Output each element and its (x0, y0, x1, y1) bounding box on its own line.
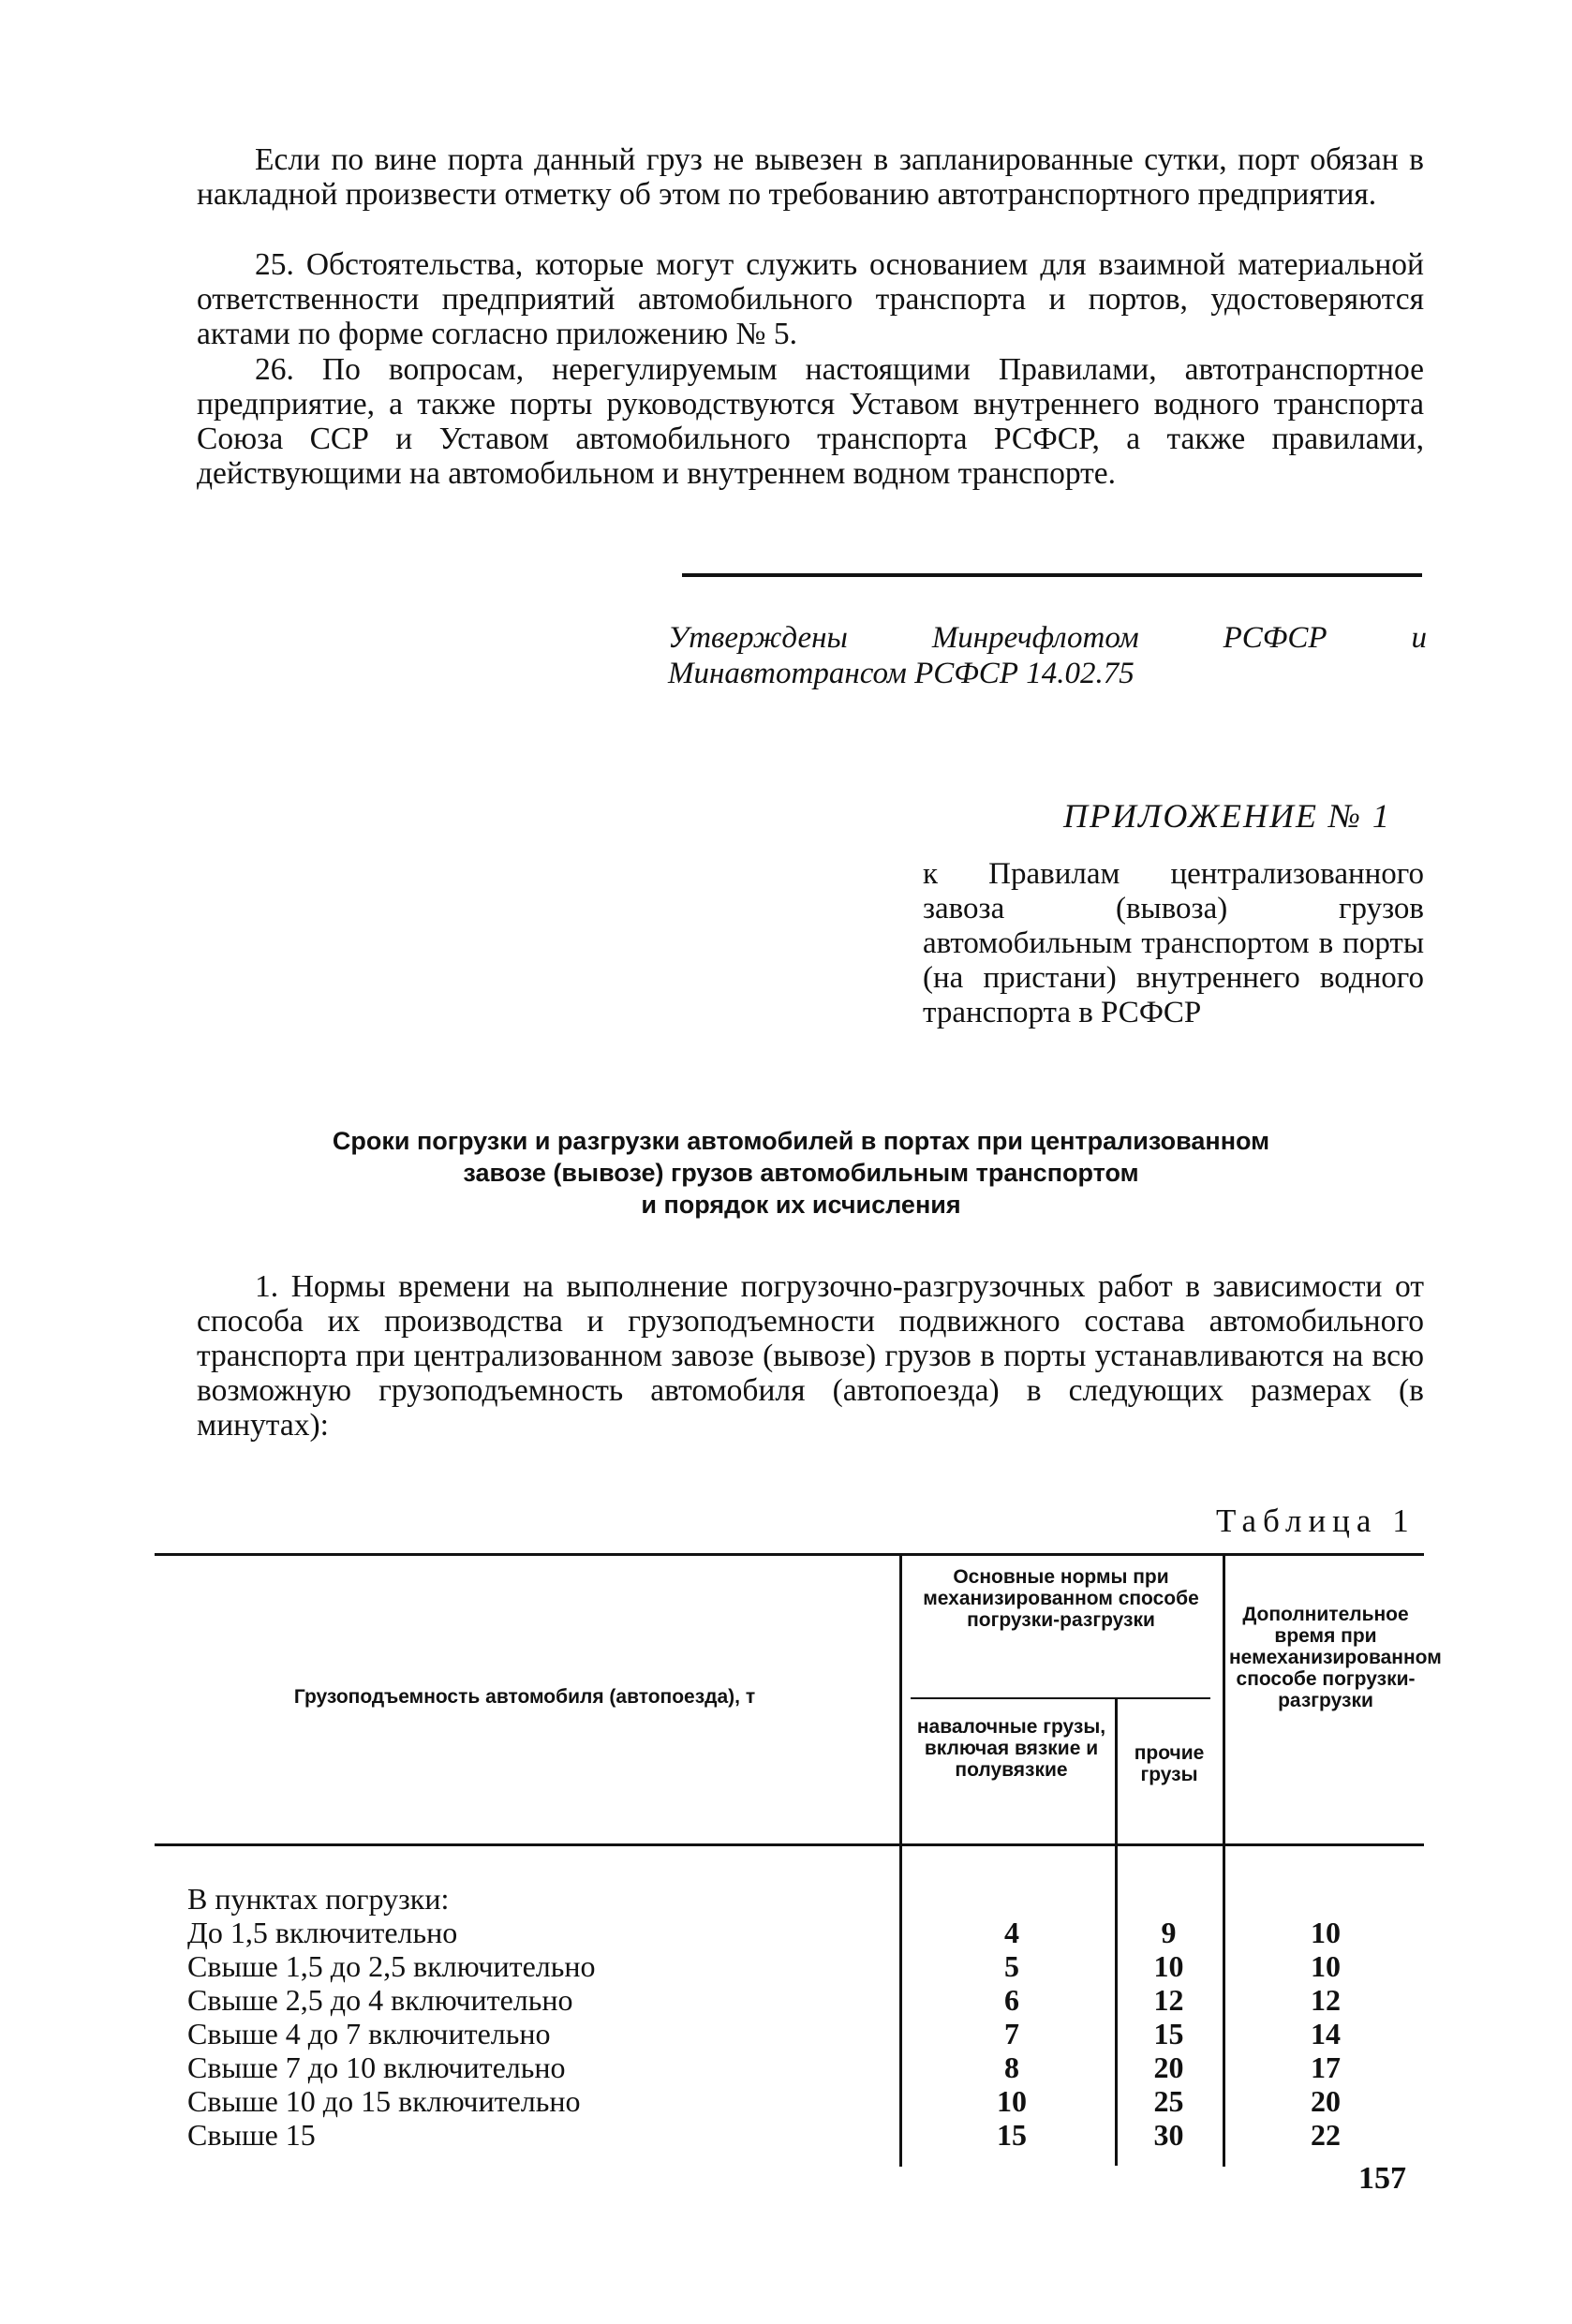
cell-bulk: 6 (1004, 1983, 1019, 2017)
table-vline (899, 1553, 902, 2167)
cell-other: 20 (1153, 2050, 1184, 2084)
section-heading (187, 1125, 1415, 1221)
table-top-rule (155, 1553, 1424, 1556)
row-label: До 1,5 включительно (187, 1916, 458, 1949)
cell-bulk: 10 (997, 2084, 1027, 2118)
table-vline (1115, 1697, 1118, 2166)
header-capacity: Грузоподъемность автомобиля (автопоезда), т (293, 1686, 756, 1708)
table-vline (1223, 1553, 1225, 2167)
header-mechanized: Основные нормы при механизированном способе погрузки-разгрузки (923, 1566, 1199, 1631)
section-divider (682, 573, 1422, 577)
intro-paragraph: Если по вине порта данный груз не вывезен в запланированные сутки, порт обязан в накладной произвести отметку об этом по требованию автотранспортного предприятия. (197, 142, 1424, 212)
row-label: Свыше 4 до 7 включительно (187, 2017, 551, 2050)
cell-other: 30 (1153, 2118, 1184, 2152)
page-number: 157 (1358, 2161, 1406, 2196)
clause-26: 26. По вопросам, нерегулируемым настоящими Правилами, автотранспортное предприятие, а также порты руководствуются Уставом внутреннего водного транспорта Союза ССР и Уставом автомобильного транспорта РСФСР, а также правилами, действующими на автомобильном и внутреннем водном транспорте. (197, 352, 1424, 491)
row-label: Свыше 2,5 до 4 включительно (187, 1983, 573, 2017)
heading-line: Сроки погрузки и разгрузки автомобилей в портах при централизованном (332, 1127, 1270, 1155)
table-mid-rule (911, 1697, 1210, 1699)
cell-extra: 22 (1311, 2118, 1341, 2152)
appendix-subtitle: к Правилам централизованного завоза (вывоза) грузов автомобильным транспортом в порты (на пристани) внутреннего водного транспорта в РСФСР (923, 857, 1424, 1029)
row-label: Свыше 1,5 до 2,5 включительно (187, 1949, 596, 1983)
cell-other: 10 (1153, 1949, 1184, 1983)
cell-extra: 10 (1311, 1949, 1341, 1983)
cell-bulk: 4 (1004, 1916, 1019, 1949)
cell-bulk: 8 (1004, 2050, 1019, 2084)
cell-other: 15 (1153, 2017, 1184, 2050)
heading-line: завозе (вывозе) грузов автомобильным транспортом (463, 1159, 1139, 1187)
cell-extra: 14 (1311, 2017, 1341, 2050)
table-label: Таблица 1 (1216, 1502, 1416, 1539)
cell-other: 9 (1161, 1916, 1177, 1949)
cell-other: 25 (1153, 2084, 1184, 2118)
cell-extra: 17 (1311, 2050, 1341, 2084)
header-bulk-cargo: навалочные грузы, включая вязкие и полувязкие (916, 1716, 1106, 1781)
header-other-cargo: прочие грузы (1134, 1742, 1205, 1785)
table-header-rule (155, 1843, 1424, 1846)
heading-line: и порядок их исчисления (641, 1191, 961, 1219)
cell-extra: 12 (1311, 1983, 1341, 2017)
header-extra-time: Дополнительное время при немеханизированном способе погрузки-разгрузки (1229, 1604, 1442, 1711)
cell-other: 12 (1153, 1983, 1184, 2017)
cell-bulk: 7 (1004, 2017, 1019, 2050)
cell-extra: 10 (1311, 1916, 1341, 1949)
row-label: Свыше 15 (187, 2118, 316, 2152)
body-paragraph: 1. Нормы времени на выполнение погрузочно-разгрузочных работ в зависимости от способа их производства и грузоподъемности подвижного состава автомобильного транспорта при централизованном завозе (вывозе) грузов в порты устанавливаются на всю возможную грузоподъемность автомобиля (автопоезда) в следующих размерах (в минутах): (197, 1269, 1424, 1443)
clause-25: 25. Обстоятельства, которые могут служить основанием для взаимной материальной ответственности предприятий автомобильного транспорта и портов, удостоверяются актами по форме согласно приложению № 5. (197, 247, 1424, 351)
section-label: В пунктах погрузки: (187, 1882, 450, 1916)
cell-extra: 20 (1311, 2084, 1341, 2118)
cell-bulk: 5 (1004, 1949, 1019, 1983)
approval-note: Утверждены Минречфлотом РСФСР и Минавтотрансом РСФСР 14.02.75 (668, 621, 1427, 690)
row-label: Свыше 7 до 10 включительно (187, 2050, 566, 2084)
cell-bulk: 15 (997, 2118, 1027, 2152)
row-label: Свыше 10 до 15 включительно (187, 2084, 581, 2118)
appendix-title: ПРИЛОЖЕНИЕ № 1 (1063, 797, 1391, 835)
